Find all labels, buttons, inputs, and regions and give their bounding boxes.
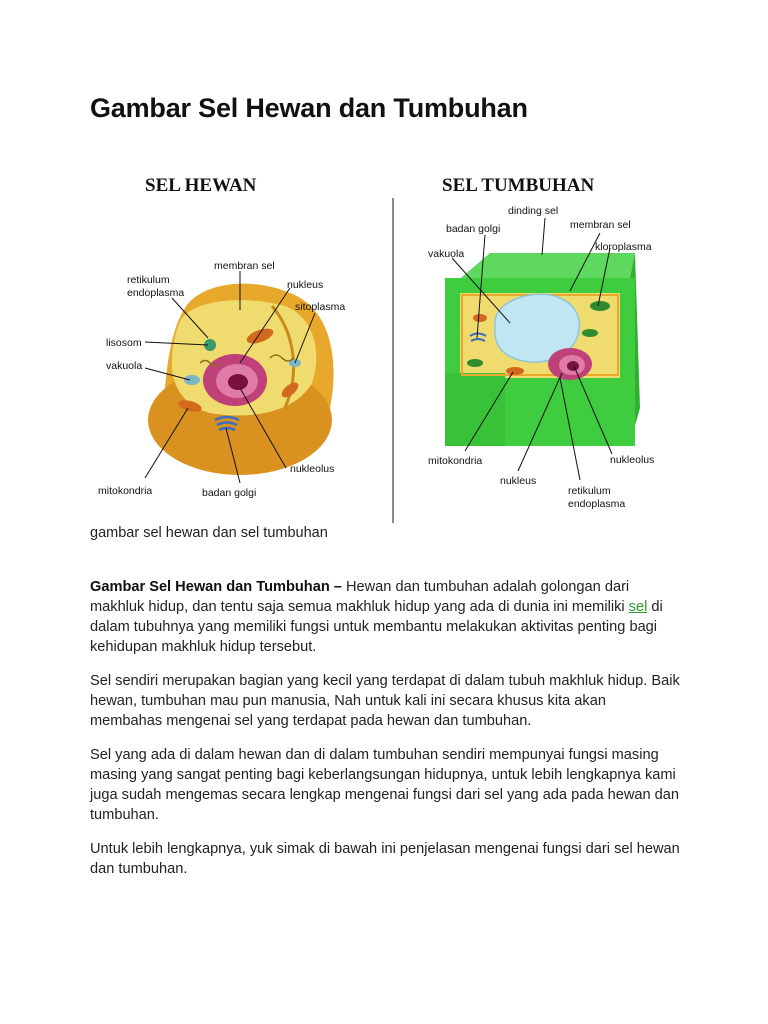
- figure-caption: gambar sel hewan dan sel tumbuhan: [90, 525, 328, 541]
- paragraph-2: Sel sendiri merupakan bagian yang kecil yang terdapat di dalam tubuh makhluk hidup. Baik hewan, tumbuhan mau pun manusia, Nah untuk kali ini secara khusus kita akan membahas mengenai sel yang terdapat pada hewan dan tumbuhan.: [90, 673, 680, 729]
- cell-diagram-figure: [90, 158, 680, 523]
- plant-label-vakuola: vakuola: [428, 248, 465, 260]
- plant-label-nukleolus: nukleolus: [610, 454, 655, 466]
- plant-label-dinding-sel: dinding sel: [508, 205, 559, 217]
- plant-label-retikulum: retikulum: [568, 485, 611, 497]
- animal-label-retikulum: retikulum: [127, 274, 170, 286]
- animal-label-nukleus: nukleus: [287, 279, 324, 291]
- animal-label-membran-sel: membran sel: [214, 260, 275, 272]
- animal-cell-drawing: [98, 260, 345, 499]
- animal-label-sitoplasma: sitoplasma: [295, 301, 346, 313]
- animal-cell-header: SEL HEWAN: [145, 175, 257, 196]
- plant-cell-drawing: [428, 205, 654, 510]
- plant-label-kloroplasma: kloroplasma: [595, 241, 652, 253]
- animal-label-vakuola: vakuola: [106, 360, 143, 372]
- plant-label-badan-golgi: badan golgi: [446, 223, 501, 235]
- paragraph-1-text-a: Hewan dan tumbuhan adalah golongan dari makhluk hidup, dan tentu saja semua makhluk hidup yang ada di dunia ini memiliki: [90, 579, 630, 615]
- plant-label-nukleus: nukleus: [500, 475, 537, 487]
- paragraph-4: Untuk lebih lengkapnya, yuk simak di bawah ini penjelasan mengenai fungsi dari sel hewan dan tumbuhan.: [90, 841, 680, 877]
- animal-label-nukleolus: nukleolus: [290, 463, 335, 475]
- animal-label-endoplasma: endoplasma: [127, 287, 185, 299]
- plant-cell-header: SEL TUMBUHAN: [442, 175, 595, 196]
- animal-label-badan-golgi: badan golgi: [202, 487, 257, 499]
- paragraph-3: Sel yang ada di dalam hewan dan di dalam tumbuhan sendiri mempunyai fungsi masing masing yang sangat penting bagi keberlangsungan hidupnya, untuk lebih lengkapnya kami juga sudah mengemas secara lengkap mengenai fungsi dari sel yang ada pada hewan dan tumbuhan.: [90, 747, 680, 823]
- sel-link[interactable]: sel: [628, 599, 648, 615]
- article-body: [90, 577, 680, 893]
- animal-label-lisosom: lisosom: [106, 337, 142, 349]
- plant-label-mitokondria: mitokondria: [428, 455, 483, 467]
- page-title: Gambar Sel Hewan dan Tumbuhan: [90, 93, 528, 123]
- paragraph-1: [90, 577, 680, 657]
- paragraph-1-lead: Gambar Sel Hewan dan Tumbuhan –: [90, 579, 342, 595]
- plant-label-endoplasma: endoplasma: [568, 498, 626, 510]
- paragraph-1-text-b: di dalam tubuhnya yang memiliki fungsi untuk membantu melakukan aktivitas penting bagi kehidupan makhluk hidup tersebut.: [90, 599, 663, 655]
- cell-diagram-svg: [90, 158, 680, 523]
- animal-label-mitokondria: mitokondria: [98, 485, 153, 497]
- plant-label-membran-sel: membran sel: [570, 219, 631, 231]
